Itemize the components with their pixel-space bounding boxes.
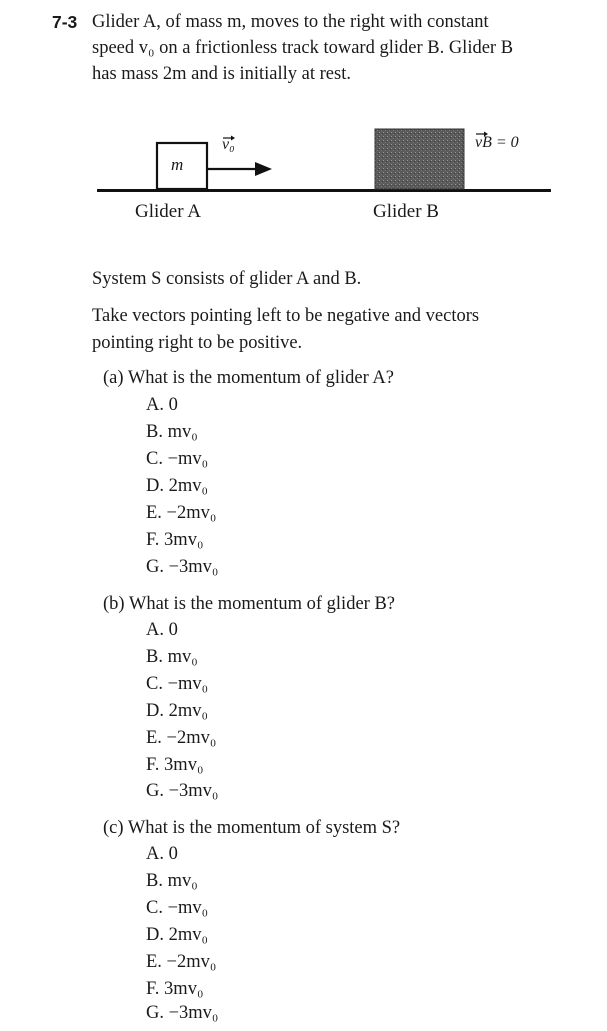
- question-b-option: E. −2mv₀: [146, 728, 217, 748]
- question-a-option: D. 2mv₀: [146, 476, 208, 496]
- glider-figure: [95, 120, 555, 230]
- velocity-b-label: vB = 0: [475, 134, 519, 151]
- question-b-option: G. −3mv₀: [146, 781, 219, 801]
- question-a-option: B. mv₀: [146, 422, 198, 442]
- statement-line-2: speed v₀ on a frictionless track toward glider B. Glider B: [92, 38, 514, 58]
- question-a-option: C. −mv₀: [146, 449, 209, 469]
- glider-b-block: [375, 129, 464, 189]
- question-a-option: G. −3mv₀: [146, 557, 219, 577]
- statement-line-1: Glider A, of mass m, moves to the right with constant: [92, 12, 489, 32]
- question-b-option: C. −mv₀: [146, 674, 209, 694]
- question-a-option: A. 0: [146, 395, 178, 415]
- question-c-option: C. −mv₀: [146, 898, 209, 918]
- sign-convention-line-2: pointing right to be positive.: [92, 333, 303, 353]
- statement-line-3: has mass 2m and is initially at rest.: [92, 64, 351, 84]
- question-c-option: A. 0: [146, 844, 178, 864]
- question-c-option: E. −2mv₀: [146, 952, 217, 972]
- question-b-option: A. 0: [146, 620, 178, 640]
- question-c-option: B. mv₀: [146, 871, 198, 891]
- question-c: (c) What is the momentum of system S?: [103, 818, 401, 838]
- velocity-a-label: v₀: [222, 136, 235, 153]
- question-b-option: D. 2mv₀: [146, 701, 208, 721]
- question-b-option: B. mv₀: [146, 647, 198, 667]
- glider-a-mass-label: m: [171, 155, 184, 174]
- question-b: (b) What is the momentum of glider B?: [103, 594, 395, 614]
- velocity-arrow-head: [255, 162, 272, 176]
- system-definition: System S consists of glider A and B.: [92, 269, 362, 289]
- question-c-option: D. 2mv₀: [146, 925, 208, 945]
- glider-b-label: Glider B: [373, 201, 439, 222]
- question-a-option: F. 3mv₀: [146, 530, 204, 550]
- question-a: (a) What is the momentum of glider A?: [103, 368, 394, 388]
- glider-a-label: Glider A: [135, 201, 201, 222]
- sign-convention-line-1: Take vectors pointing left to be negative and vectors: [92, 306, 480, 326]
- question-c-option: F. 3mv₀: [146, 979, 204, 999]
- question-b-option: F. 3mv₀: [146, 755, 204, 775]
- question-c-option: G. −3mv₀: [146, 1003, 219, 1023]
- question-a-option: E. −2mv₀: [146, 503, 217, 523]
- problem-number: 7-3: [52, 12, 78, 32]
